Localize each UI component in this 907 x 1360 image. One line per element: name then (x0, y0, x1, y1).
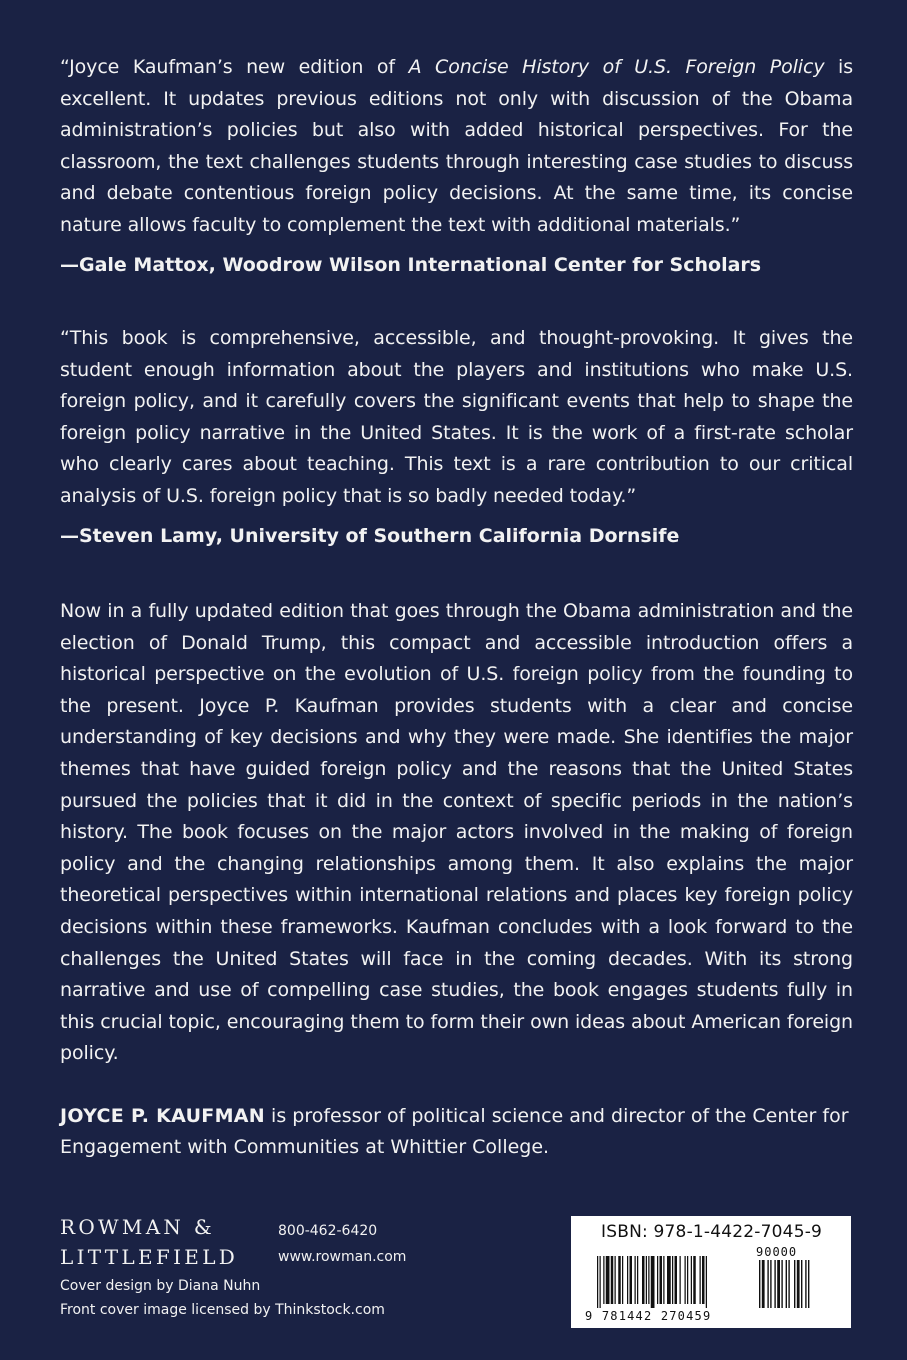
price-code: 90000 (756, 1245, 798, 1259)
quote-2-attribution: —Steven Lamy, University of Southern California Dornsife (60, 525, 680, 547)
author-bio-text: is professor of political science and director of the Center for Engagement with Communities at Whittier College. (60, 1104, 849, 1159)
review-quote-1 (60, 52, 853, 241)
cover-design-credit: Cover design by Diana Nuhn (60, 1278, 261, 1294)
book-title: A Concise History of U.S. Foreign Policy (408, 56, 825, 78)
barcode-bars (597, 1256, 833, 1308)
author-bio (60, 1101, 853, 1164)
isbn-barcode-box (571, 1216, 851, 1328)
quote-1-open: “Joyce Kaufman’s new edition of (60, 56, 409, 78)
publisher-contact (278, 1218, 406, 1270)
image-license-credit: Front cover image licensed by Thinkstock.com (60, 1302, 385, 1318)
publisher-logo-line-1: ROWMAN & (60, 1215, 215, 1239)
isbn-label: ISBN: 978-1-4422-7045-9 (601, 1222, 823, 1242)
publisher-logo (60, 1212, 238, 1272)
review-quote-2: “This book is comprehensive, accessible, and thought-provoking. It gives the student enough information about the players and institutions who make U.S. foreign policy, and it carefully covers the significant events that help to shape the foreign policy narrative in the United States. It is the work of a first-rate scholar who clearly cares about teaching. This text is a rare contribution to our critical analysis of U.S. foreign policy that is so badly needed today.” (60, 327, 853, 507)
barcode-digits: 9 781442 270459 (585, 1309, 712, 1323)
cover-credits (60, 1274, 385, 1322)
publisher-logo-line-2: LITTLEFIELD (60, 1245, 239, 1269)
book-description: Now in a fully updated edition that goes through the Obama administration and the election of Donald Trump, this compact and accessible introduction offers a historical perspective on the evolution of U.S. foreign policy from the founding to the present. Joyce P. Kaufman provides students with a clear and concise understanding of key decisions and why they were made. She identifies the major themes that have guided foreign policy and the reasons that the United States pursued the policies that it did in the context of specific periods in the nation’s history. The book focuses on the major actors involved in the making of foreign policy and the changing relationships among them. It also explains the major theoretical perspectives within international relations and places key foreign policy decisions within these frameworks. Kaufman concludes with a look forward to the challenges the United States will face in the coming decades. With its strong narrative and use of compelling case studies, the book engages students fully in this crucial topic, encouraging them to form their own ideas about American foreign policy. (60, 600, 853, 1065)
publisher-website: www.rowman.com (278, 1249, 407, 1265)
quote-1-attribution: —Gale Mattox, Woodrow Wilson International Center for Scholars (60, 254, 762, 276)
author-name: JOYCE P. KAUFMAN (60, 1104, 265, 1127)
publisher-phone: 800-462-6420 (278, 1223, 378, 1239)
back-cover-content (60, 52, 853, 1164)
quote-1-body: is excellent. It updates previous editions not only with discussion of the Obama administration’s policies but also with added historical perspectives. For the classroom, the text challenges students through interesting case studies to discuss and debate contentious foreign policy decisions. At the same time, its concise nature allows faculty to complement the text with additional materials.” (60, 56, 853, 236)
